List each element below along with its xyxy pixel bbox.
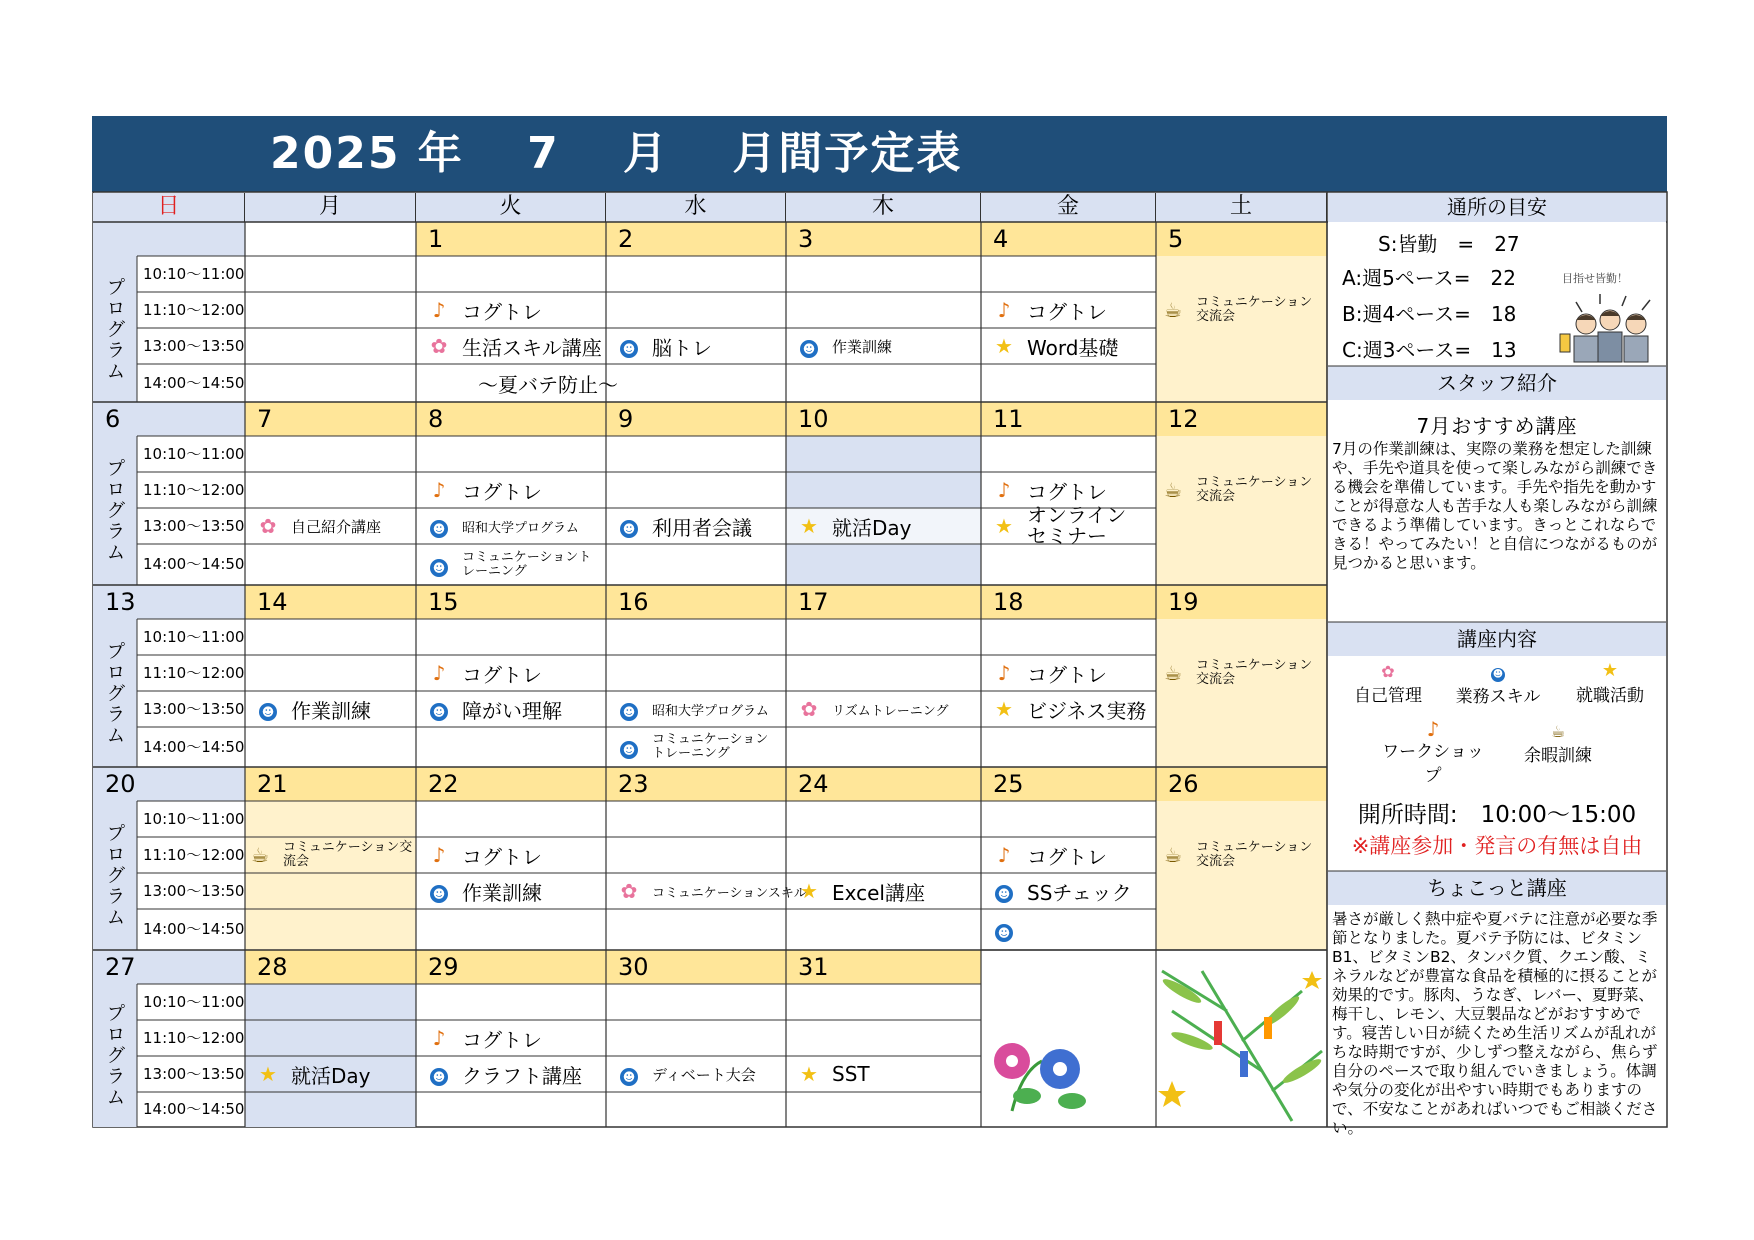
date-number: 31 [786, 950, 981, 984]
date-number: 9 [606, 402, 786, 436]
event-label: コミュニケーショントレーニング [652, 732, 769, 761]
date-number: 6 [105, 405, 121, 433]
event-item[interactable] [428, 1020, 604, 1056]
smiley-icon: ☻ [1492, 669, 1504, 680]
sun-date-cell [93, 222, 245, 256]
date-number: 8 [416, 402, 606, 436]
time-slot: 13:00～13:50 [143, 700, 245, 718]
smiley-icon: ☻ [428, 1062, 450, 1086]
event-label: SSチェック [1027, 880, 1132, 905]
music-note-icon: ♪ [997, 298, 1011, 322]
event-label: 障がい理解 [462, 698, 562, 723]
event-label: オンラインセミナー [1027, 503, 1127, 548]
date-number: 2 [606, 222, 786, 256]
smiley-icon: ☻ [993, 879, 1015, 903]
date-number: 23 [606, 767, 786, 801]
date-number: 28 [245, 950, 416, 984]
weekday-tue: 火 [416, 193, 606, 222]
music-note-icon: ♪ [997, 478, 1011, 502]
event-item[interactable] [1162, 837, 1323, 873]
staff-illustration-icon [1556, 290, 1662, 364]
event-item[interactable] [993, 909, 1154, 950]
event-item[interactable] [1162, 292, 1323, 328]
event-label: コミュニケーションスキル [652, 885, 807, 901]
saturday-event-cell[interactable] [1156, 619, 1327, 767]
program-label: プログラム [93, 984, 137, 1127]
coffee-cup-icon: ☕ [1164, 298, 1182, 322]
time-slot: 14:00～14:50 [143, 738, 245, 756]
event-label: コグトレ [462, 299, 542, 324]
time-slot: 10:10～11:00 [143, 628, 245, 646]
event-label: コミュニケーション交流会 [283, 840, 413, 869]
legend-leisure: ☕ 余暇訓練 [1508, 722, 1608, 766]
weekday-wed: 水 [606, 193, 786, 222]
weekday-sat: 土 [1156, 193, 1327, 222]
program-label: プログラム [93, 801, 137, 950]
event-item[interactable] [618, 508, 784, 544]
coffee-cup-icon: ☕ [1164, 661, 1182, 685]
music-note-icon: ♪ [432, 843, 446, 867]
aim-text: 目指せ皆勤！ [1562, 272, 1628, 285]
event-label: コミュニケーション交流会 [1196, 658, 1313, 687]
tanabata-illustration-icon [982, 951, 1327, 1126]
date-number: 5 [1156, 222, 1327, 256]
event-label: コグトレ [1027, 479, 1107, 504]
date-number: 3 [786, 222, 981, 256]
event-label: コミュニケーション交流会 [1196, 475, 1313, 504]
star-icon: ★ [995, 514, 1013, 538]
event-item[interactable] [798, 691, 979, 727]
attendance-panel [1328, 222, 1666, 366]
event-label: SST [832, 1062, 870, 1086]
event-item[interactable] [428, 1056, 604, 1092]
date-number: 14 [245, 585, 416, 619]
recommend-panel [1328, 400, 1666, 622]
saturday-event-cell[interactable] [1156, 436, 1327, 585]
star-icon: ★ [800, 879, 818, 903]
music-note-icon: ♪ [997, 661, 1011, 685]
star-icon: ★ [259, 1062, 277, 1086]
event-label: 脳トレ [652, 335, 712, 360]
date-number: 19 [1156, 585, 1327, 619]
event-item[interactable] [993, 292, 1154, 328]
event-item[interactable] [428, 837, 604, 873]
smiley-icon: ☻ [428, 553, 450, 577]
time-slot: 11:10～12:00 [143, 1029, 245, 1047]
event-item[interactable] [1162, 655, 1323, 691]
time-slot: 13:00～13:50 [143, 337, 245, 355]
star-icon: ★ [995, 697, 1013, 721]
event-label: コグトレ [462, 662, 542, 687]
program-label: プログラム [93, 619, 137, 767]
weekday-mon: 月 [245, 193, 416, 222]
event-item[interactable] [1162, 472, 1323, 508]
music-note-icon: ♪ [432, 661, 446, 685]
weekday-sun: 日 [93, 193, 245, 222]
date-number: 24 [786, 767, 981, 801]
recommend-text: 7月の作業訓練は、実際の業務を想定した訓練や、手先や道具を使って楽しみながら訓練できる機会を準備しています。手先や指先を動かすことが得意な人も苦手な人も楽しみながら訓練できるよう準備しています。きっとこれならできる！やってみたい！と自信につながるものが見つかると思います。 [1332, 440, 1658, 572]
event-label: 就活Day [832, 515, 912, 540]
date-number: 11 [981, 402, 1156, 436]
star-icon: ★ [1601, 660, 1619, 681]
event-item[interactable] [257, 508, 414, 544]
smiley-icon: ☻ [428, 879, 450, 903]
event-label: コミュニケーショントレーニング [462, 549, 592, 579]
event-item[interactable] [618, 691, 784, 727]
event-item[interactable] [798, 873, 979, 909]
event-label: コミュニケーション交流会 [1196, 840, 1313, 869]
event-label: クラフト講座 [462, 1063, 582, 1088]
date-number: 26 [1156, 767, 1327, 801]
attendance-s: S:皆勤 = 27 [1378, 232, 1520, 256]
event-label: ディベート大会 [652, 1065, 756, 1084]
event-item[interactable] [618, 328, 784, 364]
event-label: 昭和大学プログラム [652, 703, 769, 719]
date-number: 12 [1156, 402, 1327, 436]
smiley-icon: ☻ [618, 697, 640, 721]
event-label: コグトレ [1027, 844, 1107, 869]
date-number: 1 [416, 222, 606, 256]
event-label: コグトレ [1027, 662, 1107, 687]
smiley-icon: ☻ [618, 334, 640, 358]
monday-event-cell[interactable] [245, 801, 416, 950]
event-label: 自己紹介講座 [291, 517, 382, 536]
program-label: プログラム [93, 256, 137, 402]
flower-icon: ✿ [430, 334, 448, 358]
smiley-icon: ☻ [618, 514, 640, 538]
date-number: 16 [606, 585, 786, 619]
time-slot: 14:00～14:50 [143, 920, 245, 938]
music-note-icon: ♪ [432, 1026, 446, 1050]
date-number: 22 [416, 767, 606, 801]
music-note-icon: ♪ [432, 478, 446, 502]
date-number: 17 [786, 585, 981, 619]
event-item[interactable] [993, 655, 1154, 691]
event-item[interactable] [257, 1056, 414, 1092]
date-number: 29 [416, 950, 606, 984]
flower-icon: ✿ [800, 697, 818, 721]
legend-job-hunting: ★ 就職活動 [1562, 660, 1658, 706]
date-number: 10 [786, 402, 981, 436]
time-slot: 11:10～12:00 [143, 846, 245, 864]
event-item[interactable] [618, 1056, 784, 1092]
time-slot: 11:10～12:00 [143, 301, 245, 319]
smiley-icon: ☻ [798, 334, 820, 358]
course-title: 講座内容 [1328, 622, 1666, 656]
coffee-cup-icon: ☕ [1550, 722, 1566, 741]
event-item[interactable] [618, 727, 784, 767]
time-slot: 14:00～14:50 [143, 1100, 245, 1118]
event-label: Excel講座 [832, 880, 925, 905]
legend-business-skill: ☻ 業務スキル [1455, 669, 1541, 707]
event-item[interactable] [428, 655, 604, 691]
closed-cell [786, 544, 981, 585]
recommend-title: 7月おすすめ講座 [1416, 414, 1578, 438]
attendance-b: B:週4ペース= 18 [1342, 302, 1517, 326]
event-label: コグトレ [1027, 299, 1107, 324]
time-slot: 13:00～13:50 [143, 1065, 245, 1083]
free-participation-note: ※講座参加・発言の有無は自由 [1351, 834, 1643, 858]
saturday-event-cell[interactable] [1156, 801, 1327, 950]
course-legend [1328, 656, 1666, 871]
smiley-icon: ☻ [618, 1062, 640, 1086]
attendance-a: A:週5ペース= 22 [1342, 266, 1516, 290]
date-number: 30 [606, 950, 786, 984]
coffee-cup-icon: ☕ [251, 843, 269, 867]
closed-cell [786, 436, 981, 472]
program-label: プログラム [93, 436, 137, 585]
event-label: 作業訓練 [832, 337, 893, 356]
event-item[interactable] [618, 873, 807, 909]
empty-cell [245, 222, 416, 402]
smiley-icon: ☻ [428, 514, 450, 538]
event-item[interactable] [428, 328, 604, 364]
date-number: 7 [245, 402, 416, 436]
time-slot: 10:10～11:00 [143, 993, 245, 1011]
coffee-cup-icon: ☕ [1164, 478, 1182, 502]
time-slot: 10:10～11:00 [143, 810, 245, 828]
date-number: 18 [981, 585, 1156, 619]
date-number: 13 [105, 588, 136, 616]
event-label: 作業訓練 [462, 880, 542, 905]
event-item[interactable] [428, 691, 604, 727]
star-icon: ★ [800, 514, 818, 538]
time-slot: 10:10～11:00 [143, 265, 245, 283]
event-label: 利用者会議 [652, 515, 752, 540]
attendance-title: 通所の目安 [1328, 193, 1666, 222]
event-item[interactable] [993, 691, 1154, 727]
event-item[interactable] [798, 328, 979, 364]
page-title: 2025 年 7 月 月間予定表 [92, 116, 1667, 192]
event-label: コグトレ [462, 1027, 542, 1052]
choko-text: 暑さが厳しく熱中症や夏バテに注意が必要な季節となりました。夏バテ予防には、ビタミンB1、ビタミンB2、タンパク質、クエン酸、ミネラルなどが豊富な食品を積極的に摂ることが効果的です。豚肉、うなぎ、レバー、夏野菜、梅干し、レモン、大豆製品などがおすすめです。寝苦しい日が続くため生活リズムが乱れがちな時期ですが、少しずつ整えながら、焦らず自分のペースで取り組んでいきましょう。体調や気分の変化が出やすい時期でもありますので、不安なことがあればいつでもご相談ください。 [1332, 910, 1658, 1137]
smiley-icon: ☻ [428, 697, 450, 721]
flower-icon: ✿ [1381, 662, 1395, 681]
event-label: 就活Day [291, 1063, 371, 1088]
event-item[interactable] [428, 873, 604, 909]
music-note-icon: ♪ [1426, 717, 1440, 741]
event-label: 作業訓練 [291, 698, 371, 723]
date-number: 25 [981, 767, 1156, 801]
legend-workshop: ♪ ワークショップ [1378, 718, 1488, 788]
date-number: 4 [981, 222, 1156, 256]
staff-title: スタッフ紹介 [1328, 366, 1666, 400]
time-slot: 11:10～12:00 [143, 481, 245, 499]
event-item[interactable] [993, 873, 1154, 909]
attendance-c: C:週3ペース= 13 [1342, 338, 1517, 362]
star-icon: ★ [995, 334, 1013, 358]
time-slot: 11:10～12:00 [143, 664, 245, 682]
event-item[interactable] [428, 292, 604, 328]
event-label: Word基礎 [1027, 335, 1119, 360]
time-slot: 14:00～14:50 [143, 374, 245, 392]
event-label: コグトレ [462, 844, 542, 869]
date-number: 27 [105, 953, 136, 981]
event-label: ～夏バテ防止～ [478, 372, 618, 397]
flower-icon: ✿ [259, 514, 277, 538]
event-item[interactable] [428, 472, 604, 508]
flower-icon: ✿ [620, 879, 638, 903]
event-item[interactable] [257, 691, 414, 727]
coffee-cup-icon: ☕ [1164, 843, 1182, 867]
opening-hours: 開所時間: 10:00～15:00 [1357, 802, 1637, 828]
smiley-icon: ☻ [257, 697, 279, 721]
legend-self-mgmt: ✿ 自己管理 [1348, 662, 1428, 706]
event-item[interactable] [993, 503, 1154, 548]
closed-cell [786, 472, 981, 508]
weekday-fri: 金 [981, 193, 1156, 222]
event-item[interactable] [993, 328, 1154, 364]
event-item[interactable] [428, 544, 604, 585]
event-label: 昭和大学プログラム [462, 520, 579, 536]
event-item[interactable] [428, 508, 604, 544]
music-note-icon: ♪ [997, 843, 1011, 867]
event-item[interactable] [428, 364, 618, 402]
event-item[interactable] [798, 1056, 979, 1092]
event-label: 生活スキル講座 [462, 335, 602, 360]
event-item[interactable] [798, 508, 979, 544]
event-label: コグトレ [462, 479, 542, 504]
smiley-icon: ☻ [618, 735, 640, 759]
date-number: 15 [416, 585, 606, 619]
time-slot: 13:00～13:50 [143, 882, 245, 900]
date-number: 20 [105, 770, 136, 798]
weekday-thu: 木 [786, 193, 981, 222]
smiley-icon: ☻ [993, 918, 1015, 942]
music-note-icon: ♪ [432, 298, 446, 322]
event-label: リズムトレーニング [832, 703, 949, 719]
saturday-event-cell[interactable] [1156, 256, 1327, 402]
event-label: ビジネス実務 [1027, 698, 1147, 723]
time-slot: 13:00～13:50 [143, 517, 245, 535]
event-label: コミュニケーション交流会 [1196, 295, 1313, 324]
star-icon: ★ [800, 1062, 818, 1086]
date-number: 21 [245, 767, 416, 801]
time-slot: 14:00～14:50 [143, 555, 245, 573]
time-slot: 10:10～11:00 [143, 445, 245, 463]
choko-title: ちょこっと講座 [1328, 871, 1666, 905]
event-item[interactable] [993, 837, 1154, 873]
event-item[interactable] [249, 837, 414, 873]
